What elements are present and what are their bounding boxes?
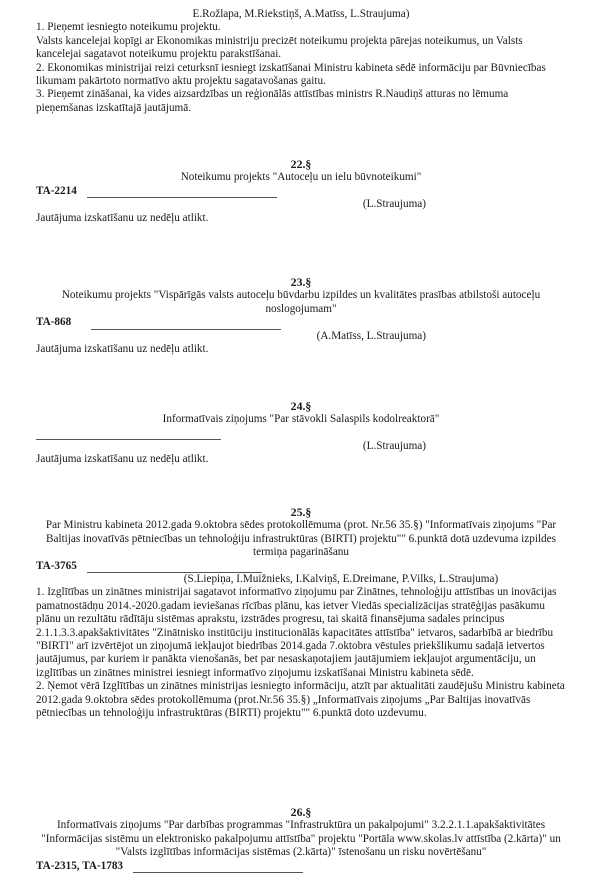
intro-responsible: E.Rožlapa, M.Riekstiņš, A.Matīss, L.Straujuma) [192,8,410,20]
ta-line [36,427,566,440]
section-title: Informatīvais ziņojums "Par stāvokli Salaspils kodolreaktorā" [162,413,440,426]
ta-line [36,185,566,198]
ta-line [36,560,566,573]
intro-item-1: 1. Pieņemt iesniegto noteikumu projektu. [36,21,221,34]
section-decision: Jautājuma izskatīšanu uz nedēļu atlikt. [36,453,209,466]
signature-rule [87,563,262,573]
section-22 [36,158,566,225]
intro-item-2: Valsts kancelejai kopīgi ar Ekonomikas ministriju precizēt noteikumu projekta pārejas noteikumus, un Valsts kancelejai sagatavot noteikumu projektu parakstīšanai. [36,34,523,61]
section-title: Noteikumu projekts "Autoceļu un ielu būvnoteikumi" [180,171,422,184]
signature-rule [87,188,277,198]
section-responsible: (L.Straujuma) [362,198,426,211]
section-responsible: (S.Liepiņa, I.Muižnieks, I.Kalviņš, E.Dreimane, P.Vilks, L.Straujuma) [183,573,499,586]
ta-code: TA-2315, TA-1783 [36,859,124,872]
section-24 [36,400,566,467]
intro-item-3: 2. Ekonomikas ministrijai reizi ceturksnī iesniegt izskatīšanai Ministru kabineta sēdē informāciju par Būvniecības likumam pakārtoto normatīvo aktu projektu sagatavošanas gaitu. [36,61,546,88]
section-number: 24.§ [290,399,312,413]
ta-code: TA-2214 [36,184,77,197]
signature-rule [36,430,221,440]
section-title: Noteikumu projekts "Vispārīgās valsts autoceļu būvdarbu izpildes un kvalitātes prasības atbilstoši autoceļu noslogojumam" [61,289,541,315]
section-number: 25.§ [290,505,312,519]
section-25 [36,506,566,721]
intro-item-4: 3. Pieņemt zināšanai, ka vides aizsardzības un reģionālās attīstības ministrs R.Naudiņš atturas no lēmuma pieņemšanas izskatītajā jautājumā. [36,88,509,114]
ta-line [36,860,566,873]
section-number: 26.§ [290,805,312,819]
section-number: 23.§ [290,275,312,289]
signature-rule [91,320,281,330]
section-title: Informatīvais ziņojums "Par darbības programmas "Infrastruktūra un pakalpojumi" 3.2.2.1.1.apakšaktivitātes "Informācijas sistēmu un elektronisko pakalpojumu attīstība" projektu "Portāla www.skolas.lv attīstība (2.kārta)" un "Valsts izglītības informācijas sistēmas (2.kārta)" īstenošanu un risku novērtēšanu" [41,819,561,859]
section-number: 22.§ [290,157,312,171]
section-paragraph-2: 2. Ņemot vērā Izglītības un zinātnes ministrijas iesniegto informāciju, atzīt par aktualitāti zaudējušu Ministru kabineta 2012.gada 9.oktobra sēdes protokollēmuma (prot.Nr.56 35.§) „Informatīvais ziņojums „Par Baltijas inovatīvās pētniecības un tehnoloģiju infrastruktūras (BIRTI) projektu"" 6.punktā doto uzdevumu. [36,680,565,720]
ta-code: TA-3765 [36,559,77,572]
section-decision: Jautājuma izskatīšanu uz nedēļu atlikt. [36,343,209,356]
section-26 [36,806,566,873]
intro-block [36,8,566,115]
ta-code: TA-868 [36,316,72,329]
section-decision: Jautājuma izskatīšanu uz nedēļu atlikt. [36,211,209,224]
signature-rule [133,863,303,873]
section-23 [36,276,566,356]
section-responsible: (L.Straujuma) [362,439,426,452]
ta-line [36,316,566,329]
section-paragraph-1: 1. Izglītības un zinātnes ministrijai sagatavot informatīvo ziņojumu par Zinātnes, tehnoloģiju attīstības un inovācijas pamatnostādņu 2014.-2020.gadam ieviešanas rīcības plānu, kas ietver Viedās specializācijas stratēģijas pasākumu plānu un rezultātu rādītāju sistēmas aprakstu, izstrādes progresu, tai skaitā finansējuma sadales principus 2.1.1.3.3.apakšaktivitātes "Zinātnisko institūciju institucionālās kapacitātes attīstība" ietvaros, sadarbībā ar biedrību "BIRTI" arī izvērtējot un ziņojumā iekļaujot biedrības 2014.gada 7.oktobra vēstules priekšlikumu sadaļā ietvertos jautājumus, par kuriem ir panākta vienošanās, bet par nesaskaņotajiem jautājumiem iekļaujot argumentāciju, un izglītības un zinātnes ministrei iesniegt informatīvo ziņojumu izskatīšanai Ministru kabineta sēdē. [36,586,557,679]
section-responsible: (A.Matīss, L.Straujuma) [316,329,426,342]
section-title: Par Ministru kabineta 2012.gada 9.oktobra sēdes protokollēmuma (prot. Nr.56 35.§) "Informatīvais ziņojums "Par Baltijas inovatīvās pētniecības un tehnoloģiju infrastruktūras (BIRTI) projektu"" 6.punktā dotā uzdevuma izpildes termiņa pagarināšanu [45,519,557,559]
